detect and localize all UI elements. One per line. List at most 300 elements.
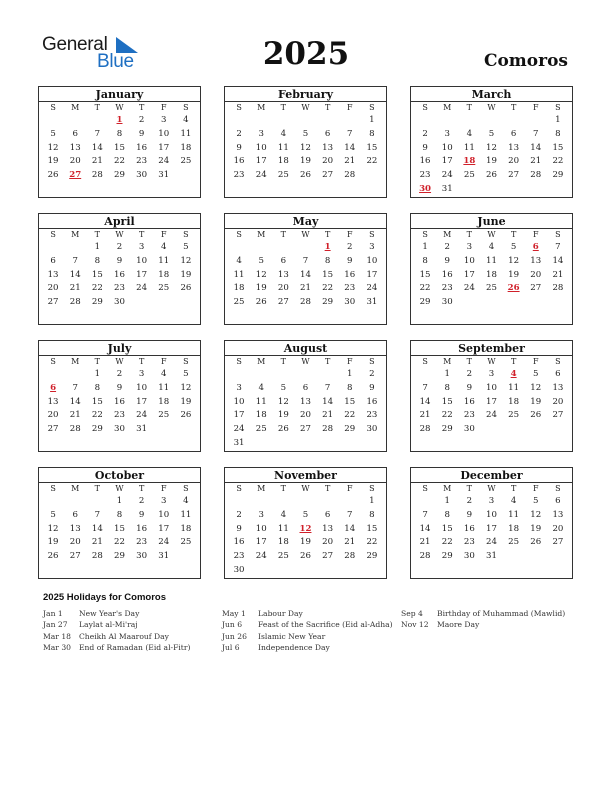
day-cell: 8 <box>369 128 375 139</box>
day-cell: 23 <box>344 283 356 294</box>
day-cell: 4 <box>510 496 517 506</box>
weekday-label: S <box>422 103 428 112</box>
day-cell: 18 <box>233 283 245 294</box>
day-cell: 31 <box>233 437 245 448</box>
day-cell: 23 <box>419 170 431 181</box>
day-cell: 7 <box>72 255 78 266</box>
day-cell: 25 <box>486 283 497 294</box>
day-cell: 23 <box>136 537 148 548</box>
day-cell: 9 <box>236 523 242 534</box>
day-cell: 25 <box>180 537 192 548</box>
weekday-label: W <box>301 357 310 366</box>
day-cell: 7 <box>347 128 353 139</box>
holiday-entry <box>43 619 190 630</box>
day-cell: 18 <box>508 396 520 407</box>
day-cell: 26 <box>486 170 497 181</box>
weekday-label: F <box>346 357 353 366</box>
day-cell: 17 <box>158 142 170 153</box>
day-cell: 16 <box>366 396 378 407</box>
weekday-label: W <box>115 357 124 366</box>
day-cell: 2 <box>236 509 242 520</box>
day-cell: 2 <box>347 242 353 252</box>
day-cell: 18 <box>180 523 192 534</box>
day-grid <box>411 229 572 310</box>
day-cell: 27 <box>322 170 334 181</box>
day-grid <box>411 483 572 564</box>
day-cell: 26 <box>180 410 192 421</box>
weekday-label: M <box>71 103 80 112</box>
day-cell: 16 <box>114 269 125 280</box>
day-cell: 21 <box>322 410 334 421</box>
day-cell: 23 <box>441 283 453 294</box>
day-cell: 30 <box>136 551 148 562</box>
day-cell: 29 <box>441 424 453 435</box>
day-cell: 16 <box>463 523 475 534</box>
day-cell: 20 <box>47 283 59 294</box>
day-cell: 22 <box>322 283 334 294</box>
month-name: October <box>39 468 200 483</box>
holiday-date: Nov 12 <box>401 620 429 630</box>
empty-cell <box>228 368 250 382</box>
day-cell: 25 <box>233 297 245 308</box>
holiday-date: Mar 30 <box>43 642 72 652</box>
day-cell: 11 <box>277 523 289 534</box>
weekday-label: M <box>71 230 80 239</box>
empty-cell <box>64 495 86 509</box>
holiday-name: Laylat al-Mi'raj <box>79 620 138 630</box>
day-cell: 24 <box>255 551 267 562</box>
day-cell: 18 <box>180 142 192 153</box>
day-cell: 17 <box>158 523 170 534</box>
day-cell: 11 <box>180 128 192 139</box>
day-cell: 10 <box>158 509 170 520</box>
day-cell: 23 <box>233 551 245 562</box>
day-cell: 31 <box>486 551 497 562</box>
day-cell: 25 <box>180 156 192 167</box>
month-june <box>410 213 573 325</box>
day-cell: 8 <box>116 128 123 139</box>
day-cell: 7 <box>324 382 331 393</box>
day-cell: 12 <box>277 396 289 407</box>
day-grid <box>39 483 200 564</box>
day-cell: 25 <box>158 283 170 294</box>
holiday-name: New Year's Day <box>79 609 140 618</box>
day-cell: 16 <box>463 396 475 407</box>
weekday-label: S <box>50 484 56 493</box>
day-cell: 23 <box>463 537 475 548</box>
weekday-label: T <box>324 484 331 493</box>
holiday-name: Feast of the Sacrifice (Eid al-Adha) <box>258 620 393 630</box>
holiday-day: 1 <box>324 242 331 252</box>
day-cell: 15 <box>322 269 334 280</box>
day-cell: 22 <box>114 537 125 548</box>
day-cell: 4 <box>161 242 167 252</box>
weekday-label: S <box>236 484 242 493</box>
empty-cell <box>228 114 250 128</box>
month-name: September <box>411 341 572 356</box>
month-may <box>224 213 387 325</box>
day-cell: 18 <box>277 537 289 548</box>
weekday-label: F <box>346 103 353 112</box>
day-cell: 7 <box>422 509 428 520</box>
country-name: Comoros <box>483 51 568 71</box>
day-cell: 16 <box>114 396 125 407</box>
weekday-label: S <box>369 103 375 112</box>
day-cell: 1 <box>369 496 375 506</box>
weekday-label: W <box>487 484 496 493</box>
day-cell: 27 <box>69 551 81 562</box>
day-cell: 7 <box>422 382 428 393</box>
day-cell: 8 <box>369 509 375 520</box>
weekday-label: T <box>466 230 473 239</box>
day-cell: 12 <box>486 142 497 153</box>
day-cell: 24 <box>136 283 148 294</box>
day-cell: 28 <box>322 424 334 435</box>
day-cell: 15 <box>366 523 378 534</box>
month-september <box>410 340 573 452</box>
day-cell: 25 <box>158 410 170 421</box>
day-cell: 7 <box>302 255 309 266</box>
day-cell: 12 <box>47 523 59 534</box>
day-cell: 3 <box>369 242 375 252</box>
holiday-date: Jun 6 <box>222 620 243 630</box>
day-cell: 11 <box>233 269 245 280</box>
empty-cell <box>64 114 86 128</box>
day-cell: 6 <box>50 255 56 266</box>
day-cell: 27 <box>277 297 289 308</box>
weekday-label: T <box>94 230 101 239</box>
day-cell: 15 <box>114 523 125 534</box>
day-cell: 29 <box>114 170 125 181</box>
day-cell: 16 <box>441 269 453 280</box>
day-cell: 21 <box>91 156 103 167</box>
empty-cell <box>272 241 294 255</box>
day-cell: 11 <box>158 255 170 266</box>
empty-cell <box>414 368 436 382</box>
weekday-label: M <box>257 357 266 366</box>
day-cell: 9 <box>138 509 145 520</box>
day-cell: 30 <box>114 424 125 435</box>
holiday-entry <box>401 619 565 630</box>
holiday-date: Jan 1 <box>43 609 63 618</box>
day-cell: 11 <box>180 509 192 520</box>
day-cell: 7 <box>72 382 78 393</box>
day-cell: 20 <box>69 156 81 167</box>
day-cell: 11 <box>508 382 520 393</box>
day-cell: 22 <box>344 410 356 421</box>
day-cell: 29 <box>114 551 125 562</box>
weekday-label: F <box>532 357 539 366</box>
month-name: June <box>411 214 572 229</box>
day-cell: 1 <box>555 115 561 125</box>
day-cell: 6 <box>280 255 287 266</box>
weekday-label: F <box>160 357 167 366</box>
holiday-name: Independence Day <box>258 642 330 652</box>
day-cell: 4 <box>183 115 189 125</box>
day-cell: 11 <box>277 142 289 153</box>
empty-cell <box>503 114 525 128</box>
day-cell: 13 <box>69 523 81 534</box>
day-cell: 6 <box>302 382 309 393</box>
day-cell: 30 <box>233 564 245 575</box>
day-cell: 28 <box>344 170 356 181</box>
holiday-name: Birthday of Muhammad (Mawlid) <box>437 609 566 618</box>
weekday-label: F <box>532 484 539 493</box>
weekday-label: T <box>280 357 287 366</box>
day-cell: 9 <box>466 509 473 520</box>
day-cell: 5 <box>50 509 56 520</box>
holiday-entry <box>43 642 190 653</box>
day-cell: 12 <box>508 255 520 266</box>
weekday-label: T <box>510 484 517 493</box>
day-cell: 1 <box>94 369 101 379</box>
empty-cell <box>42 368 64 382</box>
day-cell: 9 <box>369 382 375 393</box>
day-cell: 29 <box>552 170 564 181</box>
day-cell: 5 <box>533 496 539 506</box>
empty-cell <box>64 241 86 255</box>
holiday-column <box>222 608 393 653</box>
day-cell: 15 <box>441 396 453 407</box>
day-cell: 23 <box>136 156 148 167</box>
empty-cell <box>339 114 361 128</box>
day-cell: 3 <box>161 496 167 506</box>
day-cell: 18 <box>158 396 170 407</box>
weekday-label: W <box>487 103 496 112</box>
day-cell: 7 <box>555 242 561 252</box>
day-cell: 5 <box>302 128 309 139</box>
empty-cell <box>42 241 64 255</box>
day-cell: 5 <box>533 369 539 379</box>
day-cell: 31 <box>158 170 170 181</box>
weekday-label: F <box>160 484 167 493</box>
day-cell: 25 <box>463 170 475 181</box>
day-cell: 8 <box>444 382 450 393</box>
day-cell: 5 <box>50 128 56 139</box>
day-cell: 2 <box>116 242 123 252</box>
weekday-label: T <box>280 103 287 112</box>
day-cell: 13 <box>530 255 542 266</box>
day-cell: 18 <box>508 523 520 534</box>
day-cell: 24 <box>158 156 170 167</box>
day-cell: 10 <box>255 523 267 534</box>
day-cell: 21 <box>344 156 356 167</box>
day-grid <box>39 356 200 437</box>
day-cell: 10 <box>255 142 267 153</box>
day-grid <box>39 229 200 310</box>
weekday-label: W <box>115 103 124 112</box>
month-january <box>38 86 201 198</box>
day-cell: 8 <box>116 509 123 520</box>
day-cell: 19 <box>47 156 59 167</box>
day-cell: 29 <box>322 297 334 308</box>
day-cell: 2 <box>466 369 473 379</box>
day-cell: 12 <box>530 509 542 520</box>
day-cell: 8 <box>555 128 561 139</box>
day-cell: 26 <box>530 537 542 548</box>
day-cell: 21 <box>91 537 103 548</box>
day-cell: 21 <box>552 269 564 280</box>
day-cell: 24 <box>441 170 453 181</box>
weekday-label: T <box>138 484 145 493</box>
holiday-date: Jun 26 <box>222 631 247 641</box>
day-cell: 29 <box>441 551 453 562</box>
weekday-label: S <box>183 230 189 239</box>
weekday-label: T <box>280 484 287 493</box>
weekday-label: T <box>138 103 145 112</box>
weekday-label: S <box>369 357 375 366</box>
day-cell: 30 <box>366 424 378 435</box>
day-cell: 10 <box>233 396 245 407</box>
day-cell: 29 <box>344 424 356 435</box>
empty-cell <box>414 495 436 509</box>
weekday-label: M <box>257 103 266 112</box>
day-cell: 5 <box>183 369 189 379</box>
day-cell: 27 <box>47 424 59 435</box>
day-cell: 2 <box>369 369 375 379</box>
day-cell: 17 <box>136 396 148 407</box>
day-cell: 22 <box>366 537 378 548</box>
holiday-day: 12 <box>299 523 312 534</box>
weekday-label: T <box>510 357 517 366</box>
holiday-date: Sep 4 <box>401 609 423 618</box>
weekday-label: S <box>422 357 428 366</box>
day-cell: 30 <box>463 551 475 562</box>
holidays-heading: 2025 Holidays for Comoros <box>43 592 167 603</box>
month-november <box>224 467 387 579</box>
empty-cell <box>317 114 339 128</box>
day-cell: 20 <box>552 396 564 407</box>
day-cell: 20 <box>47 410 59 421</box>
empty-cell <box>294 114 316 128</box>
day-cell: 12 <box>530 382 542 393</box>
day-cell: 6 <box>555 496 561 506</box>
day-cell: 13 <box>69 142 81 153</box>
day-cell: 28 <box>91 551 103 562</box>
weekday-label: W <box>115 484 124 493</box>
day-grid <box>411 356 572 437</box>
day-cell: 21 <box>69 283 81 294</box>
day-cell: 29 <box>366 551 378 562</box>
day-cell: 29 <box>91 424 103 435</box>
day-grid <box>225 483 386 578</box>
day-cell: 26 <box>530 410 542 421</box>
day-cell: 17 <box>486 396 497 407</box>
weekday-label: T <box>94 357 101 366</box>
month-february <box>224 86 387 198</box>
weekday-label: S <box>236 357 242 366</box>
day-cell: 24 <box>255 170 267 181</box>
day-cell: 20 <box>508 156 520 167</box>
day-cell: 21 <box>344 537 356 548</box>
day-cell: 11 <box>463 142 475 153</box>
holiday-day: 1 <box>116 115 123 125</box>
month-august <box>224 340 387 452</box>
day-cell: 9 <box>444 255 450 266</box>
day-cell: 12 <box>180 255 192 266</box>
day-cell: 28 <box>552 283 564 294</box>
day-cell: 14 <box>419 396 431 407</box>
day-cell: 17 <box>233 410 245 421</box>
day-cell: 7 <box>94 128 101 139</box>
day-cell: 5 <box>488 128 495 139</box>
weekday-label: M <box>443 230 452 239</box>
day-cell: 14 <box>530 142 542 153</box>
day-cell: 1 <box>369 115 375 125</box>
day-cell: 18 <box>158 269 170 280</box>
day-cell: 14 <box>69 269 81 280</box>
day-cell: 19 <box>277 410 289 421</box>
day-cell: 17 <box>441 156 453 167</box>
day-cell: 1 <box>116 496 123 506</box>
day-cell: 3 <box>258 128 264 139</box>
day-cell: 1 <box>94 242 101 252</box>
day-cell: 12 <box>47 142 59 153</box>
day-cell: 19 <box>300 537 311 548</box>
day-cell: 26 <box>47 551 59 562</box>
day-cell: 9 <box>236 142 242 153</box>
holiday-day: 18 <box>463 156 476 167</box>
holiday-column <box>401 608 565 631</box>
day-cell: 24 <box>366 283 378 294</box>
day-cell: 15 <box>344 396 356 407</box>
day-cell: 17 <box>366 269 378 280</box>
day-cell: 4 <box>236 255 242 266</box>
day-cell: 21 <box>530 156 542 167</box>
day-cell: 28 <box>69 297 81 308</box>
holiday-entry <box>222 631 393 642</box>
day-cell: 30 <box>463 424 475 435</box>
day-cell: 31 <box>441 183 453 194</box>
month-name: May <box>225 214 386 229</box>
day-cell: 13 <box>552 382 564 393</box>
day-cell: 23 <box>366 410 378 421</box>
day-cell: 4 <box>280 128 287 139</box>
day-cell: 23 <box>233 170 245 181</box>
day-cell: 28 <box>419 424 431 435</box>
day-cell: 11 <box>158 382 170 393</box>
holiday-day: 26 <box>507 283 520 294</box>
weekday-label: T <box>466 484 473 493</box>
empty-cell <box>250 114 272 128</box>
day-cell: 31 <box>158 551 170 562</box>
day-cell: 16 <box>233 156 245 167</box>
day-cell: 9 <box>116 255 123 266</box>
day-cell: 14 <box>69 396 81 407</box>
day-cell: 22 <box>114 156 125 167</box>
day-cell: 20 <box>277 283 289 294</box>
day-cell: 27 <box>47 297 59 308</box>
day-cell: 22 <box>441 410 453 421</box>
day-cell: 12 <box>300 142 311 153</box>
day-cell: 28 <box>69 424 81 435</box>
day-cell: 22 <box>91 283 103 294</box>
day-cell: 10 <box>486 382 497 393</box>
holiday-entry <box>222 608 393 619</box>
day-cell: 19 <box>486 156 497 167</box>
weekday-label: W <box>301 484 310 493</box>
weekday-label: S <box>183 103 189 112</box>
empty-cell <box>436 114 458 128</box>
weekday-label: F <box>160 230 167 239</box>
holiday-day: 6 <box>532 242 539 252</box>
day-cell: 13 <box>322 142 334 153</box>
day-cell: 3 <box>466 242 473 252</box>
day-cell: 18 <box>277 156 289 167</box>
day-cell: 5 <box>258 255 264 266</box>
day-cell: 22 <box>366 156 378 167</box>
day-cell: 27 <box>552 537 564 548</box>
